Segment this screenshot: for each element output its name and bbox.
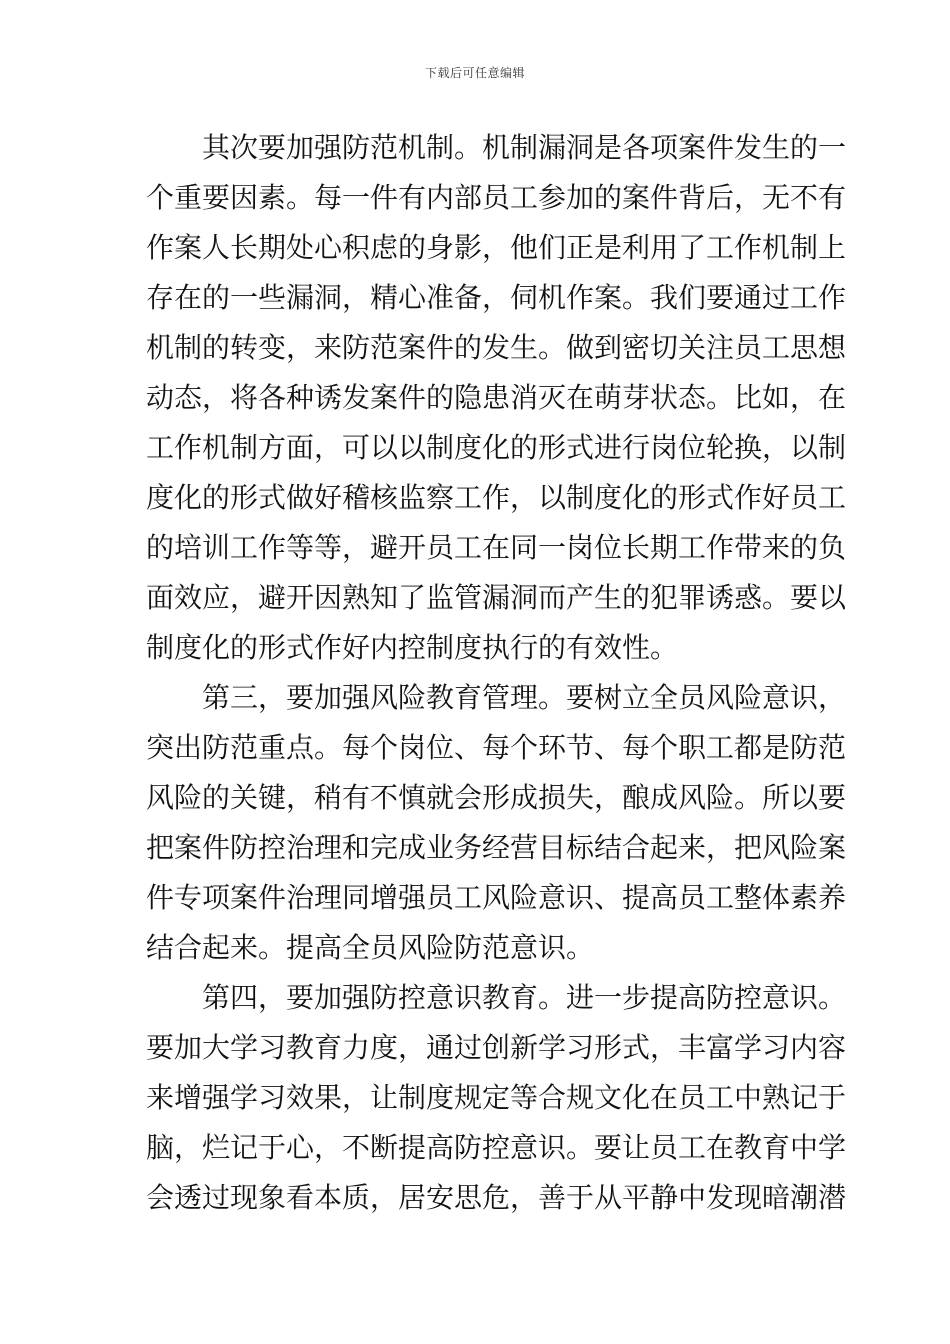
paragraph-line: 度化的形式做好稽核监察工作，以制度化的形式作好员工 — [146, 481, 847, 514]
paragraph-line: 脑，烂记于心，不断提高防控意识。要让员工在教育中学 — [146, 1131, 847, 1164]
paragraph-line: 面效应，避开因熟知了监管漏洞而产生的犯罪诱惑。要以 — [146, 581, 847, 614]
paragraph-line: 的培训工作等等，避开员工在同一岗位长期工作带来的负 — [146, 531, 847, 564]
paragraph-line: 件专项案件治理同增强员工风险意识、提高员工整体素养 — [146, 881, 847, 914]
paragraph-line: 要加大学习教育力度，通过创新学习形式，丰富学习内容 — [146, 1031, 847, 1064]
paragraph-line: 制度化的形式作好内控制度执行的有效性。 — [146, 631, 679, 664]
paragraph-line: 个重要因素。每一件有内部员工参加的案件背后，无不有 — [146, 181, 847, 214]
paragraph-line: 机制的转变，来防范案件的发生。做到密切关注员工思想 — [146, 331, 847, 364]
paragraph-line: 第三，要加强风险教育管理。要树立全员风险意识， — [202, 681, 847, 714]
paragraph-line: 突出防范重点。每个岗位、每个环节、每个职工都是防范 — [146, 731, 847, 764]
page-header-note: 下载后可任意编辑 — [424, 66, 525, 80]
paragraph-line: 风险的关键，稍有不慎就会形成损失，酿成风险。所以要 — [146, 781, 847, 814]
paragraph-line: 会透过现象看本质，居安思危，善于从平静中发现暗潮潜 — [146, 1181, 847, 1214]
paragraph-line: 作案人长期处心积虑的身影，他们正是利用了工作机制上 — [146, 231, 847, 264]
paragraph-line: 动态，将各种诱发案件的隐患消灭在萌芽状态。比如，在 — [146, 381, 847, 414]
paragraph-line: 其次要加强防范机制。机制漏洞是各项案件发生的一 — [202, 131, 847, 164]
paragraph-line: 第四，要加强防控意识教育。进一步提高防控意识。 — [202, 981, 847, 1014]
paragraph-line: 结合起来。提高全员风险防范意识。 — [146, 931, 595, 964]
paragraph-line: 来增强学习效果，让制度规定等合规文化在员工中熟记于 — [146, 1081, 847, 1114]
paragraph-line: 存在的一些漏洞，精心准备，伺机作案。我们要通过工作 — [146, 281, 847, 314]
paragraph-line: 把案件防控治理和完成业务经营目标结合起来，把风险案 — [146, 831, 847, 864]
paragraph-line: 工作机制方面，可以以制度化的形式进行岗位轮换，以制 — [146, 431, 847, 464]
